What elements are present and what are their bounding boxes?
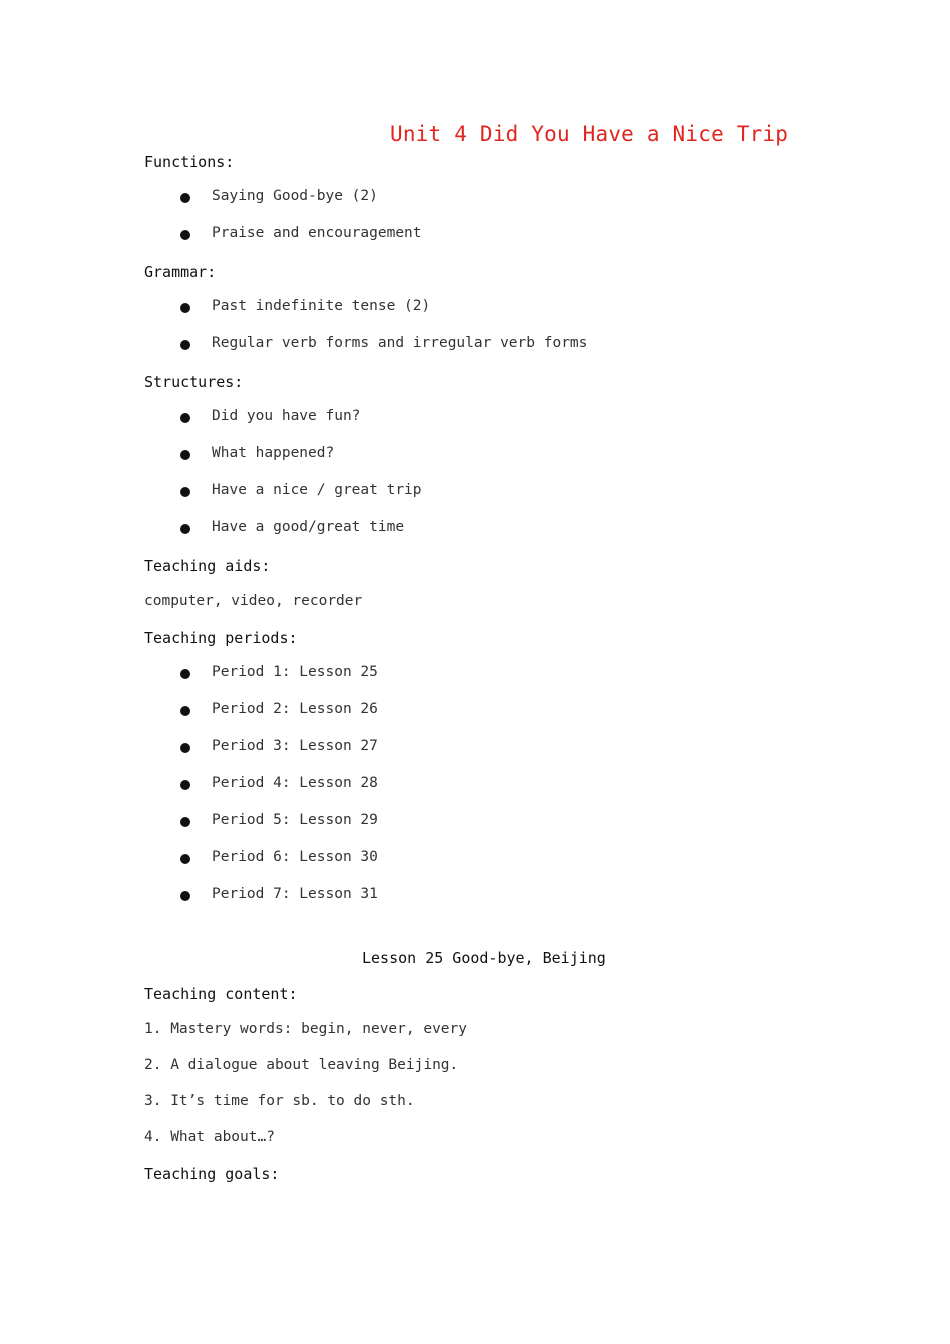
bullet-icon (180, 524, 190, 534)
list-item-text: Period 1: Lesson 25 (212, 664, 378, 680)
teaching-goals-heading: Teaching goals: (144, 1165, 280, 1183)
teaching-periods-heading: Teaching periods: (144, 629, 298, 647)
teaching-aids-heading: Teaching aids: (144, 557, 271, 575)
bullet-icon (180, 743, 190, 753)
list-item-text: Past indefinite tense (2) (212, 298, 431, 314)
content-item: 3. It’s time for sb. to do sth. (144, 1093, 415, 1109)
content-item: 1. Mastery words: begin, never, every (144, 1021, 468, 1037)
list-item-text: Period 5: Lesson 29 (212, 812, 378, 828)
list-item-text: Period 2: Lesson 26 (212, 701, 378, 717)
list-item-text: Period 3: Lesson 27 (212, 738, 378, 754)
content-item: 4. What about…? (144, 1129, 275, 1145)
list-item-text: Praise and encouragement (212, 225, 422, 241)
bullet-icon (180, 340, 190, 350)
list-item-text: What happened? (212, 445, 335, 461)
bullet-icon (180, 193, 190, 203)
list-item-text: Regular verb forms and irregular verb forms (212, 335, 588, 351)
teaching-aids-text: computer, video, recorder (144, 593, 363, 609)
bullet-icon (180, 413, 190, 423)
structures-heading: Structures: (144, 373, 244, 391)
document-title: Unit 4 Did You Have a Nice Trip (390, 122, 789, 146)
list-item-text: Period 7: Lesson 31 (212, 886, 378, 902)
bullet-icon (180, 854, 190, 864)
list-item-text: Have a good/great time (212, 519, 405, 535)
list-item-text: Saying Good-bye (2) (212, 188, 378, 204)
functions-heading: Functions: (144, 153, 235, 171)
teaching-content-heading: Teaching content: (144, 985, 298, 1003)
content-item: 2. A dialogue about leaving Beijing. (144, 1057, 459, 1073)
bullet-icon (180, 706, 190, 716)
bullet-icon (180, 817, 190, 827)
bullet-icon (180, 487, 190, 497)
list-item-text: Did you have fun? (212, 408, 361, 424)
bullet-icon (180, 891, 190, 901)
bullet-icon (180, 780, 190, 790)
bullet-icon (180, 669, 190, 679)
lesson-title: Lesson 25 Good-bye, Beijing (362, 949, 606, 967)
grammar-heading: Grammar: (144, 263, 217, 281)
bullet-icon (180, 230, 190, 240)
bullet-icon (180, 303, 190, 313)
list-item-text: Have a nice / great trip (212, 482, 422, 498)
list-item-text: Period 4: Lesson 28 (212, 775, 378, 791)
list-item-text: Period 6: Lesson 30 (212, 849, 378, 865)
bullet-icon (180, 450, 190, 460)
